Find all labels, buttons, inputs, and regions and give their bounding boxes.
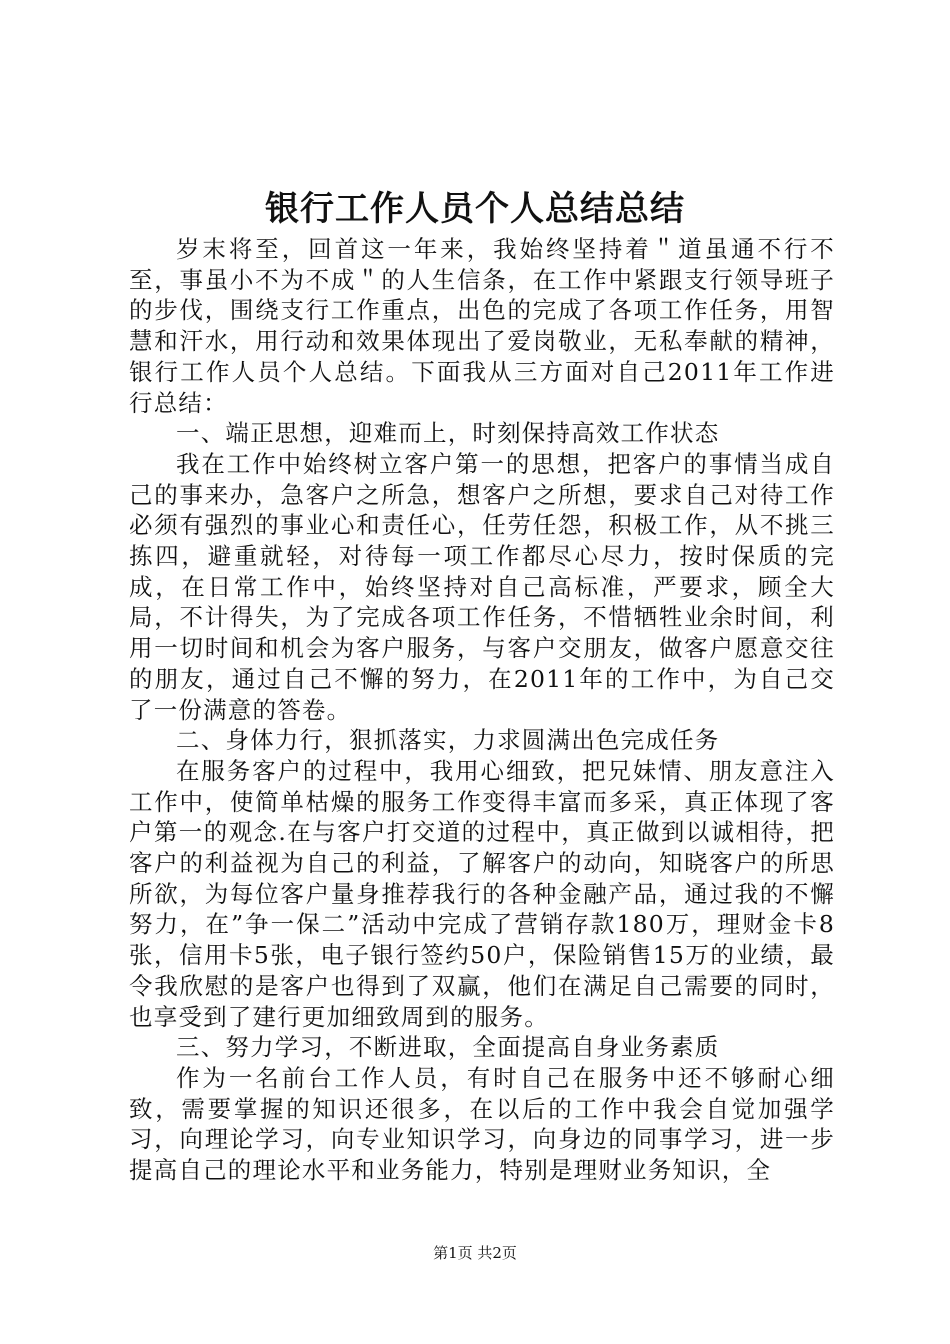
paragraph-section-1: 我在工作中始终树立客户第一的思想，把客户的事情当成自己的事来办，急客户之所急，想客户之所想，要求自己对待工作必须有强烈的事业心和责任心，任劳任怨，积极工作，从不挑三拣四，避重就轻，对待每一项工作都尽心尽力，按时保质的完成，在日常工作中，始终坚持对自己高标准，严要求，顾全大局，不计得失，为了完成各项工作任务，不惜牺牲业余时间，利用一切时间和机会为客户服务，与客户交朋友，做客户愿意交往的朋友，通过自己不懈的努力，在2011年的工作中，为自己交了一份满意的答卷。	[129, 449, 835, 724]
paragraph-section-3: 作为一名前台工作人员，有时自己在服务中还不够耐心细致，需要掌握的知识还很多，在以后的工作中我会自觉加强学习，向理论学习，向专业知识学习，向身边的同事学习，进一步提高自己的理论水平和业务能力，特别是理财业务知识，全	[129, 1063, 835, 1185]
page-footer: 第1页 共2页	[433, 1244, 517, 1262]
document-body	[129, 234, 835, 1186]
section-heading-1: 一、端正思想，迎难而上，时刻保持高效工作状态	[176, 419, 720, 448]
paragraph-intro: 岁末将至，回首这一年来，我始终坚持着＂道虽通不行不至，事虽小不为不成＂的人生信条，在工作中紧跟支行领导班子的步伐，围绕支行工作重点，出色的完成了各项工作任务，用智慧和汗水，用行动和效果体现出了爱岗敬业，无私奉献的精神，银行工作人员个人总结。下面我从三方面对自己2011年工作进行总结：	[129, 235, 835, 417]
paragraph-section-2: 在服务客户的过程中，我用心细致，把兄妹情、朋友意注入工作中，使简单枯燥的服务工作变得丰富而多采，真正体现了客户第一的观念.在与客户打交道的过程中，真正做到以诚相待，把客户的利益视为自己的利益，了解客户的动向，知晓客户的所思所欲，为每位客户量身推荐我行的各种金融产品，通过我的不懈努力，在”争一保二”活动中完成了营销存款180万，理财金卡8张，信用卡5张，电子银行签约50户，保险销售15万的业绩，最令我欣慰的是客户也得到了双赢，他们在满足自己需要的同时，也享受到了建行更加细致周到的服务。	[129, 756, 835, 1031]
section-heading-3: 三、努力学习，不断进取，全面提高自身业务素质	[176, 1033, 720, 1062]
document-title: 银行工作人员个人总结总结	[265, 189, 685, 229]
section-heading-2: 二、身体力行，狠抓落实，力求圆满出色完成任务	[176, 726, 720, 755]
